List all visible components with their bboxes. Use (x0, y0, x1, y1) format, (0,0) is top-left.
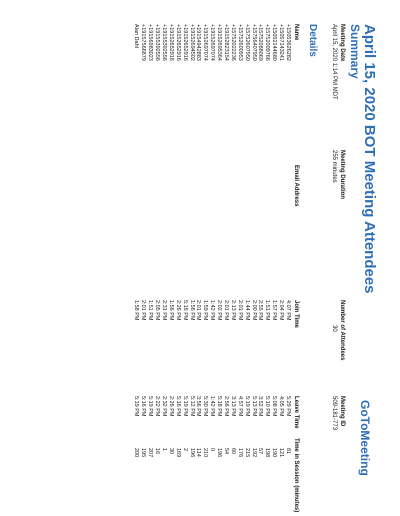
cell-leave-time: 5:19 PM (147, 396, 154, 417)
cell-name: +15752088069 (257, 24, 264, 61)
cell-time-in-session: 121 (278, 448, 285, 458)
cell-name: +19155392556 (160, 24, 167, 61)
meeting-date-value: April 15, 2020 1:14 PM MDT (331, 24, 337, 100)
cell-name: +19156983023 (147, 24, 154, 61)
cell-join-time: 2:31 PM (160, 300, 167, 321)
cell-time-in-session: 198 (264, 448, 271, 458)
cell-join-time: 4:07 PM (285, 300, 291, 321)
cell-leave-time: 5:13 PM (250, 396, 257, 417)
cell-join-time: 2:00 PM (250, 300, 257, 321)
cell-join-time: 2:13 PM (229, 300, 236, 321)
cell-leave-time: 5:29 PM (285, 396, 291, 417)
cell-time-in-session: 57 (257, 448, 264, 455)
cell-name: +15752022236 (229, 24, 236, 61)
cell-leave-time: 5:16 PM (140, 396, 147, 417)
cell-name: +19152652916 (181, 24, 188, 61)
header-time-in-session: Time in Session (minutes) (293, 438, 299, 513)
cell-time-in-session: 54 (222, 448, 229, 455)
cell-leave-time: 3:56 PM (195, 396, 202, 417)
cell-leave-time: 2:56 PM (222, 396, 229, 417)
cell-join-time: 1:56 PM (167, 300, 174, 321)
attendees-count-label: Number of Attendees (339, 300, 345, 361)
cell-leave-time: 5:30 PM (202, 396, 209, 417)
cell-time-in-session: 30 (167, 448, 174, 455)
report-title: April 15, 2020 BOT Meeting Attendees (361, 24, 378, 294)
cell-name: +15057143241 (278, 24, 285, 61)
cell-join-time: 2:26 PM (174, 300, 181, 321)
cell-name: +19157566879 (140, 24, 147, 61)
cell-time-in-session: 16 (154, 448, 161, 455)
cell-name: +15053626282 (285, 24, 291, 61)
report-subtitle: Summary (348, 24, 362, 79)
cell-join-time: 1:59 PM (202, 300, 209, 321)
cell-time-in-session: 190 (271, 448, 278, 458)
cell-leave-time: 5:18 PM (216, 396, 223, 417)
cell-name: +15052144680 (271, 24, 278, 61)
cell-time-in-session: 200 (133, 448, 140, 458)
cell-leave-time: 5:12 PM (188, 396, 195, 417)
cell-leave-time: 4:57 PM (236, 396, 243, 417)
cell-time-in-session: 2 (181, 448, 188, 452)
cell-join-time: 1:56 PM (188, 300, 195, 321)
cell-time-in-session: 210 (202, 448, 209, 458)
cell-leave-time: 1:42 PM (209, 396, 216, 417)
cell-leave-time: 3:13 PM (229, 396, 236, 417)
cell-leave-time: 2:22 PM (154, 396, 161, 417)
cell-join-time: 2:01 PM (195, 300, 202, 321)
cell-leave-time: 5:16 PM (174, 396, 181, 417)
column-email (291, 165, 300, 206)
cell-name: +19155392556 (154, 24, 161, 61)
cell-time-in-session: 196 (216, 448, 223, 458)
cell-join-time: 2:05 PM (154, 300, 161, 321)
cell-name: +19152695364 (216, 24, 223, 61)
cell-name: +19152652916 (167, 24, 174, 61)
cell-name: +15756407950 (250, 24, 257, 61)
cell-leave-time: 4:05 PM (278, 396, 285, 417)
header-email: Email Address (293, 165, 299, 207)
cell-join-time: 1:58 PM (133, 300, 140, 321)
cell-leave-time: 5:08 PM (271, 396, 278, 417)
cell-leave-time: 5:19 PM (133, 396, 140, 417)
meeting-duration-value: 255 minutes (331, 150, 337, 183)
cell-leave-time: 5:19 PM (181, 396, 188, 417)
cell-name: Alan Dahl (133, 24, 140, 48)
header-name: Name (293, 24, 299, 41)
meeting-date-label: Meeting Date (339, 24, 345, 62)
header-join-time: Join Time (293, 300, 299, 328)
brand-logo-text: GoToMeeting (358, 400, 372, 476)
cell-name: +19154942883 (195, 24, 202, 61)
cell-time-in-session: 1 (160, 448, 167, 452)
cell-time-in-session: 60 (229, 448, 236, 455)
cell-join-time: 5:16 PM (181, 300, 188, 321)
cell-name: +19152652916 (174, 24, 181, 61)
cell-time-in-session: 215 (243, 448, 250, 458)
details-heading: Details (307, 24, 318, 57)
header-leave-time: Leave Time (293, 396, 299, 429)
cell-time-in-session: 81 (285, 448, 291, 455)
cell-time-in-session: 0 (209, 448, 216, 452)
cell-leave-time: 3:52 PM (257, 396, 264, 417)
cell-join-time: 1:51 PM (147, 300, 154, 321)
cell-join-time: 2:01 PM (140, 300, 147, 321)
cell-join-time: 1:44 PM (243, 300, 250, 321)
cell-name: +15752600953 (236, 24, 243, 61)
cell-time-in-session: 196 (188, 448, 195, 458)
cell-time-in-session: 192 (250, 448, 257, 458)
meeting-id-value: 509-181-773 (331, 396, 337, 431)
column-join-time (133, 300, 300, 328)
cell-leave-time: 2:32 PM (160, 396, 167, 417)
cell-join-time: 2:04 PM (278, 300, 285, 321)
cell-join-time: 1:57 PM (271, 300, 278, 321)
cell-name: +19152823154 (222, 24, 229, 61)
column-leave-time (133, 396, 300, 429)
cell-join-time: 1:42 PM (209, 300, 216, 321)
cell-leave-time: 5:10 PM (264, 396, 271, 417)
cell-time-in-session: 169 (174, 448, 181, 458)
cell-join-time: 2:02 PM (216, 300, 223, 321)
cell-time-in-session: 176 (236, 448, 243, 458)
cell-name: +19152694502 (188, 24, 195, 61)
column-name (133, 24, 300, 61)
cell-time-in-session: 114 (195, 448, 202, 457)
column-time-in-session (133, 438, 300, 512)
cell-name: +19152697074 (209, 24, 216, 61)
meeting-duration-label: Meeting Duration (339, 150, 345, 199)
cell-leave-time: 2:26 PM (167, 396, 174, 417)
cell-time-in-session: 207 (147, 448, 154, 458)
cell-join-time: 2:55 PM (257, 300, 264, 321)
cell-name: +15752009766 (264, 24, 271, 61)
cell-name: +19152697074 (202, 24, 209, 61)
meeting-id-label: Meeting ID (339, 396, 345, 427)
cell-time-in-session: 195 (140, 448, 147, 458)
cell-join-time: 2:01 PM (236, 300, 243, 321)
cell-leave-time: 5:19 PM (243, 396, 250, 417)
attendees-count-value: 30 (331, 325, 337, 332)
cell-name: +15752607950 (243, 24, 250, 61)
cell-join-time: 1:51 PM (264, 300, 271, 321)
cell-join-time: 2:01 PM (222, 300, 229, 321)
